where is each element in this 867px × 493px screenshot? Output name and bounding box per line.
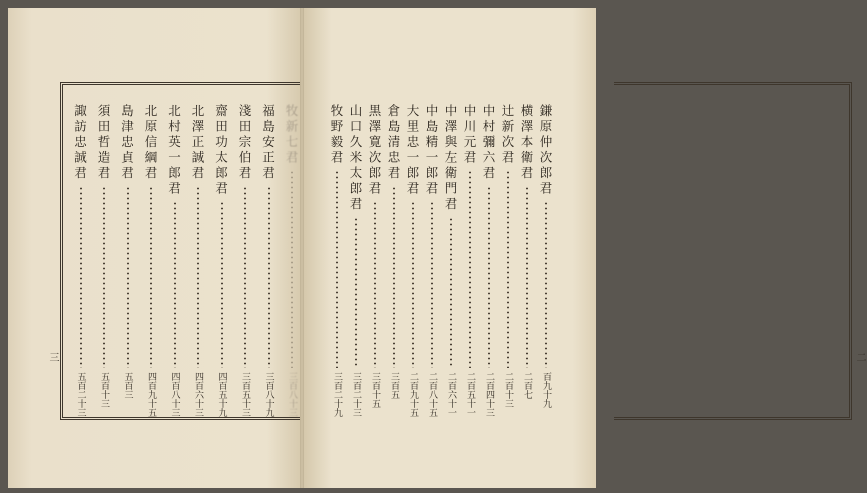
dot-leader (355, 217, 357, 369)
right-page (302, 8, 865, 488)
toc-entry-page: 三百五十三 (240, 372, 250, 417)
left-page-number: 三 (47, 352, 58, 362)
toc-entry-page: 三百八十三 (287, 372, 297, 417)
toc-entry-name: 辻新次君 (500, 104, 515, 166)
toc-entry (213, 86, 230, 417)
book-gutter (300, 8, 304, 488)
toc-entry (519, 86, 535, 414)
toc-entry-page: 二百四十三 (484, 372, 494, 417)
toc-entry-page: 百九十九 (541, 372, 551, 408)
toc-entry-name: 山口久米太郎君 (348, 104, 363, 213)
toc-entry-name: 中澤與左衛門君 (443, 104, 458, 213)
toc-entry-page: 四百九十五 (146, 372, 156, 417)
dot-leader (221, 201, 223, 368)
toc-entry-name: 齋田功太郎君 (213, 104, 229, 197)
toc-entry-page: 三百五 (389, 372, 399, 399)
toc-entry-name: 中島精一郎君 (424, 104, 439, 197)
toc-entry-name: 北村英一郎君 (166, 104, 182, 197)
toc-entry-page: 三百二十三 (351, 372, 361, 417)
toc-entry (367, 86, 383, 414)
dot-leader (336, 170, 338, 368)
dot-leader (197, 186, 199, 369)
toc-entry (348, 86, 364, 417)
dot-leader (526, 186, 528, 369)
dot-leader (412, 201, 414, 368)
toc-entry-name: 中村彌六君 (481, 104, 496, 182)
toc-entry-page: 二百七 (522, 372, 532, 399)
toc-entry (72, 86, 89, 417)
dot-leader (469, 170, 471, 368)
dot-leader (291, 170, 293, 368)
toc-entry (329, 86, 345, 417)
toc-entry-page: 二百六十一 (446, 372, 456, 417)
toc-entry-page: 四百八十三 (169, 372, 180, 417)
toc-entry (538, 86, 554, 414)
dot-leader (150, 186, 152, 369)
toc-entry-page: 五百二十三 (75, 372, 86, 417)
toc-entry (237, 86, 253, 417)
dot-leader (103, 186, 105, 369)
dot-leader (507, 170, 509, 368)
toc-entry-name: 牧野毅君 (329, 104, 344, 166)
dot-leader (450, 217, 452, 369)
toc-entry-name: 北澤正誠君 (190, 104, 205, 182)
toc-entry (462, 86, 478, 417)
dot-leader (374, 201, 376, 368)
toc-entry-page: 三百十五 (370, 372, 380, 408)
toc-entry-name: 須田哲造君 (96, 104, 111, 182)
toc-entry-page: 二百五十一 (465, 372, 475, 417)
dot-leader (545, 201, 547, 368)
toc-entry-name: 島津忠貞君 (119, 104, 135, 182)
toc-entry-page: 三百二十九 (332, 372, 342, 417)
dot-leader (431, 201, 433, 368)
toc-entry (481, 86, 497, 417)
toc-entry (424, 86, 440, 417)
toc-entry (120, 86, 136, 414)
toc-entry-name: 淺田宗伯君 (237, 104, 252, 182)
toc-entry-name: 横澤本衛君 (519, 104, 534, 182)
dot-leader (80, 186, 82, 369)
dot-leader (174, 201, 176, 368)
toc-entry-page: 三百八十九 (263, 372, 274, 417)
toc-entry-name: 黒澤寛次郎君 (367, 104, 382, 197)
right-page-number: 二 (854, 352, 865, 362)
toc-entry (190, 86, 206, 417)
toc-entry-page: 二百九十五 (408, 372, 418, 417)
toc-entry-page: 二百八十五 (427, 372, 437, 417)
left-page (8, 8, 302, 488)
book-spread (8, 8, 865, 488)
toc-entry-name: 福島安正君 (260, 104, 276, 182)
toc-entry-name: 諏訪忠誠君 (72, 104, 88, 182)
toc-entry-page: 四百五十九 (216, 372, 227, 417)
toc-entry (96, 86, 112, 414)
dot-leader (244, 186, 246, 369)
toc-entry (443, 86, 459, 417)
toc-entry-name: 鎌原仲次郎君 (538, 104, 553, 197)
right-border-frame (614, 82, 852, 420)
toc-entry (260, 86, 277, 417)
toc-entry-name: 中川元君 (462, 104, 477, 166)
toc-entry-name: 倉島清忠君 (386, 104, 401, 182)
toc-entry-name: 北原信綱君 (143, 104, 158, 182)
toc-entry (284, 86, 300, 417)
toc-entry (500, 86, 516, 414)
toc-entry (166, 86, 183, 417)
dot-leader (127, 186, 129, 369)
toc-entry-name: 牧新七君 (284, 104, 299, 166)
toc-entry (405, 86, 421, 417)
toc-entry-page: 四百六十三 (193, 372, 203, 417)
toc-entry-page: 五百三 (122, 372, 133, 399)
dot-leader (393, 186, 395, 369)
toc-entry-name: 大里忠一郎君 (405, 104, 420, 197)
toc-entry-page: 五百十三 (99, 372, 109, 408)
toc-entry (386, 86, 402, 414)
toc-entry-page: 二百十三 (503, 372, 513, 408)
dot-leader (488, 186, 490, 369)
dot-leader (268, 186, 270, 369)
toc-entry (143, 86, 159, 417)
